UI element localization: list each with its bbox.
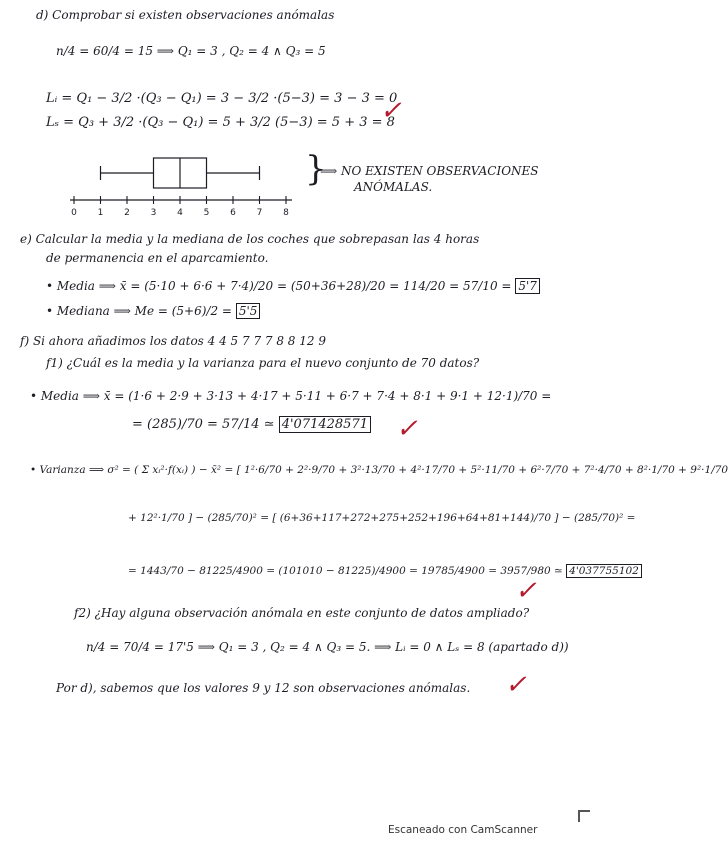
variance-line: • Varianza ⟹ σ² = ( Σ xᵢ²·f(xᵢ) ) − x̄² = [ 1²·6/70 + 2²·9/70 + 3²·13/70 + 4²·17/70 + 5²·11/70 + 6²·7/70 + 7²·4/70 + 8²·1/70 + 9²·1/70 <box>30 464 728 476</box>
boxplot <box>60 150 300 220</box>
outliers-conclusion: Por d), sabemos que los valores 9 y 12 son observaciones anómalas. <box>56 681 471 695</box>
variance-expression: = 1443/70 − 81225/4900 = (101010 − 81225)/4900 = 19785/4900 = 3957/980 ≃ <box>128 565 563 577</box>
axis-tick-label: 0 <box>71 208 77 218</box>
conclusion-no-outliers-line2: ANÓMALAS. <box>354 180 433 194</box>
quartiles-new-line: n/4 = 70/4 = 17'5 ⟹ Q₁ = 3 , Q₂ = 4 ∧ Q₃ = 5. ⟹ Lᵢ = 0 ∧ Lₛ = 8 (apartado d)) <box>86 640 569 654</box>
median-line <box>46 304 260 318</box>
brace: } <box>305 149 327 189</box>
new-mean-expression: = (285)/70 = 57/14 ≃ <box>132 417 275 432</box>
section-e-heading: e) Calcular la media y la mediana de los coches que sobrepasan las 4 horas <box>20 232 480 246</box>
section-d-heading: d) Comprobar si existen observaciones anómalas <box>36 8 335 22</box>
mean-result: 5'7 <box>515 278 540 294</box>
axis-tick-label: 1 <box>97 208 104 218</box>
teacher-check-mark: ✓ <box>505 670 527 700</box>
scan-corner-mark <box>578 810 590 822</box>
axis-tick-label: 8 <box>283 208 289 218</box>
lower-fence-line: Lᵢ = Q₁ − 3/2 ·(Q₃ − Q₁) = 3 − 3/2 ·(5−3) = 3 − 3 = 0 <box>46 91 398 106</box>
mean-expression: • Media ⟹ x̄ = (5·10 + 6·6 + 7·4)/20 = (50+36+28)/20 = 114/20 = 57/10 = <box>46 279 512 293</box>
new-mean-line: • Media ⟹ x̄ = (1·6 + 2·9 + 3·13 + 4·17 + 5·11 + 6·7 + 7·4 + 8·1 + 9·1 + 12·1)/70 = <box>30 389 552 403</box>
camscanner-footer: Escaneado con CamScanner <box>388 824 538 836</box>
teacher-check-mark: ✓ <box>380 96 402 126</box>
axis-tick-label: 4 <box>177 208 183 218</box>
section-e-heading-cont: de permanencia en el aparcamiento. <box>46 251 269 265</box>
axis-tick-label: 6 <box>230 208 236 218</box>
teacher-check-mark: ✓ <box>396 414 418 444</box>
variance-result: 4'037755102 <box>566 564 642 578</box>
variance-line-2: + 12²·1/70 ] − (285/70)² = [ (6+36+117+272+275+252+196+64+81+144)/70 ] − (285/70)² = <box>128 512 636 524</box>
axis-tick-label: 3 <box>150 208 157 218</box>
question-f2: f2) ¿Hay alguna observación anómala en este conjunto de datos ampliado? <box>74 606 530 620</box>
median-result: 5'5 <box>236 303 261 319</box>
teacher-check-mark: ✓ <box>515 576 537 606</box>
axis-tick-label: 5 <box>203 208 210 218</box>
median-expression: • Mediana ⟹ Me = (5+6)/2 = <box>46 304 232 318</box>
variance-result-line <box>128 564 642 578</box>
mean-line <box>46 279 540 293</box>
upper-fence-line: Lₛ = Q₃ + 3/2 ·(Q₃ − Q₁) = 5 + 3/2 (5−3) = 5 + 3 = 8 <box>46 115 395 130</box>
new-mean-result: 4'071428571 <box>279 416 371 433</box>
quartile-position-line: n/4 = 60/4 = 15 ⟹ Q₁ = 3 , Q₂ = 4 ∧ Q₃ = 5 <box>56 44 326 58</box>
axis-tick-label: 2 <box>124 208 130 218</box>
question-f1: f1) ¿Cuál es la media y la varianza para el nuevo conjunto de 70 datos? <box>46 356 480 370</box>
axis-tick-label: 7 <box>256 208 263 218</box>
section-f-heading: f) Si ahora añadimos los datos 4 4 5 7 7 7 8 8 12 9 <box>20 334 326 348</box>
new-mean-result-line <box>132 418 371 432</box>
conclusion-no-outliers-line1: ⟹ NO EXISTEN OBSERVACIONES <box>320 164 539 178</box>
